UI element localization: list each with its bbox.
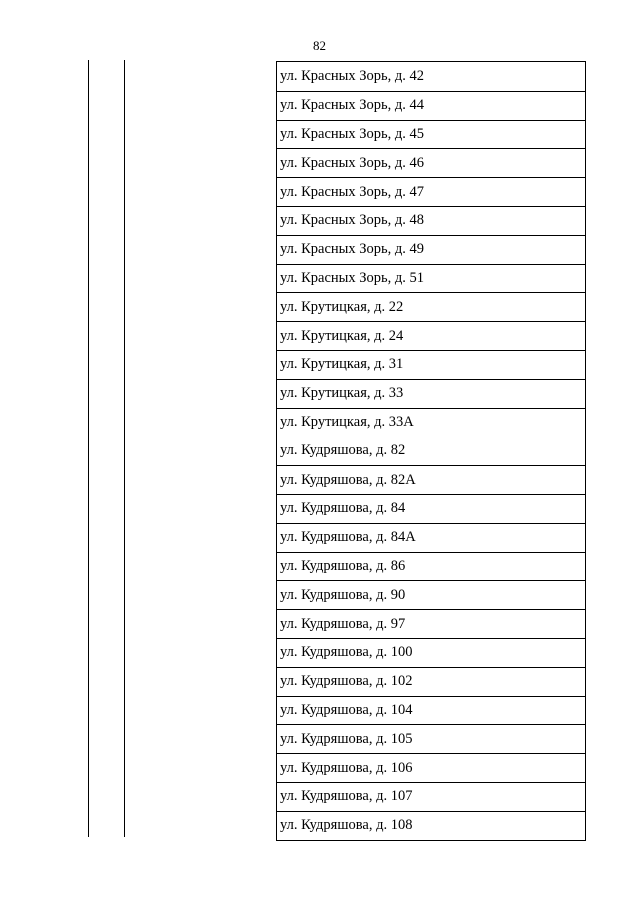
table-row: ул. Кудряшова, д. 104 (277, 696, 585, 725)
table-row: ул. Кудряшова, д. 90 (277, 580, 585, 609)
table-row: ул. Кудряшова, д. 102 (277, 667, 585, 696)
table-row: ул. Кудряшова, д. 105 (277, 724, 585, 753)
table-row: ул. Кудряшова, д. 84 (277, 494, 585, 523)
table-row: ул. Крутицкая, д. 24 (277, 321, 585, 350)
table-row: ул. Красных Зорь, д. 48 (277, 206, 585, 235)
table-row: ул. Кудряшова, д. 107 (277, 782, 585, 811)
table-row: ул. Кудряшова, д. 84А (277, 523, 585, 552)
table-row: ул. Кудряшова, д. 82А (277, 465, 585, 494)
table-row: ул. Кудряшова, д. 97 (277, 609, 585, 638)
table-row: ул. Кудряшова, д. 86 (277, 552, 585, 581)
table-row: ул. Кудряшова, д. 82 (280, 442, 406, 459)
table-row: ул. Красных Зорь, д. 42 (280, 67, 425, 84)
table-row: ул. Красных Зорь, д. 49 (277, 235, 585, 264)
table-row: ул. Крутицкая, д. 31 (277, 350, 585, 379)
table-column-divider-line (124, 60, 125, 837)
table-row: ул. Красных Зорь, д. 46 (277, 148, 585, 177)
table-row: ул. Крутицкая, д. 33А (277, 408, 585, 437)
table-row: ул. Кудряшова, д. 100 (277, 638, 585, 667)
table-row: ул. Крутицкая, д. 22 (277, 292, 585, 321)
table-row: ул. Крутицкая, д. 33 (277, 379, 585, 408)
table-row: ул. Красных Зорь, д. 44 (277, 91, 585, 120)
table-left-border-line (88, 60, 89, 837)
table-row: ул. Красных Зорь, д. 47 (277, 177, 585, 206)
address-table (276, 61, 586, 841)
table-row: ул. Красных Зорь, д. 51 (277, 264, 585, 293)
table-row: ул. Кудряшова, д. 106 (277, 753, 585, 782)
table-row: ул. Красных Зорь, д. 45 (277, 120, 585, 149)
table-row: ул. Кудряшова, д. 108 (277, 811, 585, 840)
page-number: 82 (313, 38, 326, 53)
